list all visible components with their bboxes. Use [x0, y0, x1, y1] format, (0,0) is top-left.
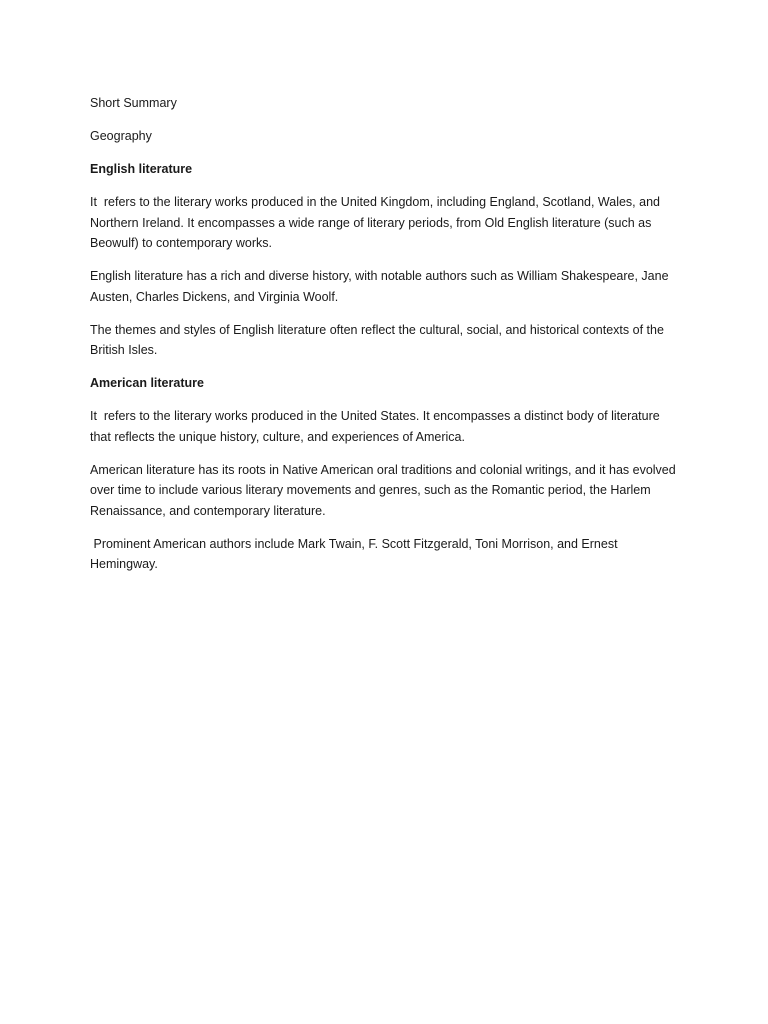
- subject-label: Geography: [90, 129, 152, 143]
- document-body: [90, 93, 682, 587]
- summary-label: Short Summary: [90, 96, 177, 110]
- english-literature-heading: English literature: [90, 162, 193, 176]
- american-literature-heading: American literature: [90, 376, 204, 390]
- english-paragraph-1: It refers to the literary works produced in the United Kingdom, including England, Scotland, Wales, and Northern Ireland. It encompasses a wide range of literary periods, from Old English literature (such as Beowulf) to contemporary works.: [90, 195, 664, 250]
- american-paragraph-3: Prominent American authors include Mark Twain, F. Scott Fitzgerald, Toni Morrison, and Ernest Hemingway.: [90, 536, 622, 571]
- american-paragraph-2: American literature has its roots in Native American oral traditions and colonial writings, and it has evolved over time to include various literary movements and genres, such as the Romantic period, the Harlem Renaissance, and contemporary literature.: [90, 462, 676, 518]
- american-paragraph-1: It refers to the literary works produced in the United States. It encompasses a distinct body of literature that reflects the unique history, culture, and experiences of America.: [90, 409, 664, 444]
- english-paragraph-2: English literature has a rich and diverse history, with notable authors such as William Shakespeare, Jane Austen, Charles Dickens, and Virginia Woolf.: [90, 269, 669, 304]
- english-paragraph-3: The themes and styles of English literature often reflect the cultural, social, and historical contexts of the British Isles.: [90, 322, 664, 357]
